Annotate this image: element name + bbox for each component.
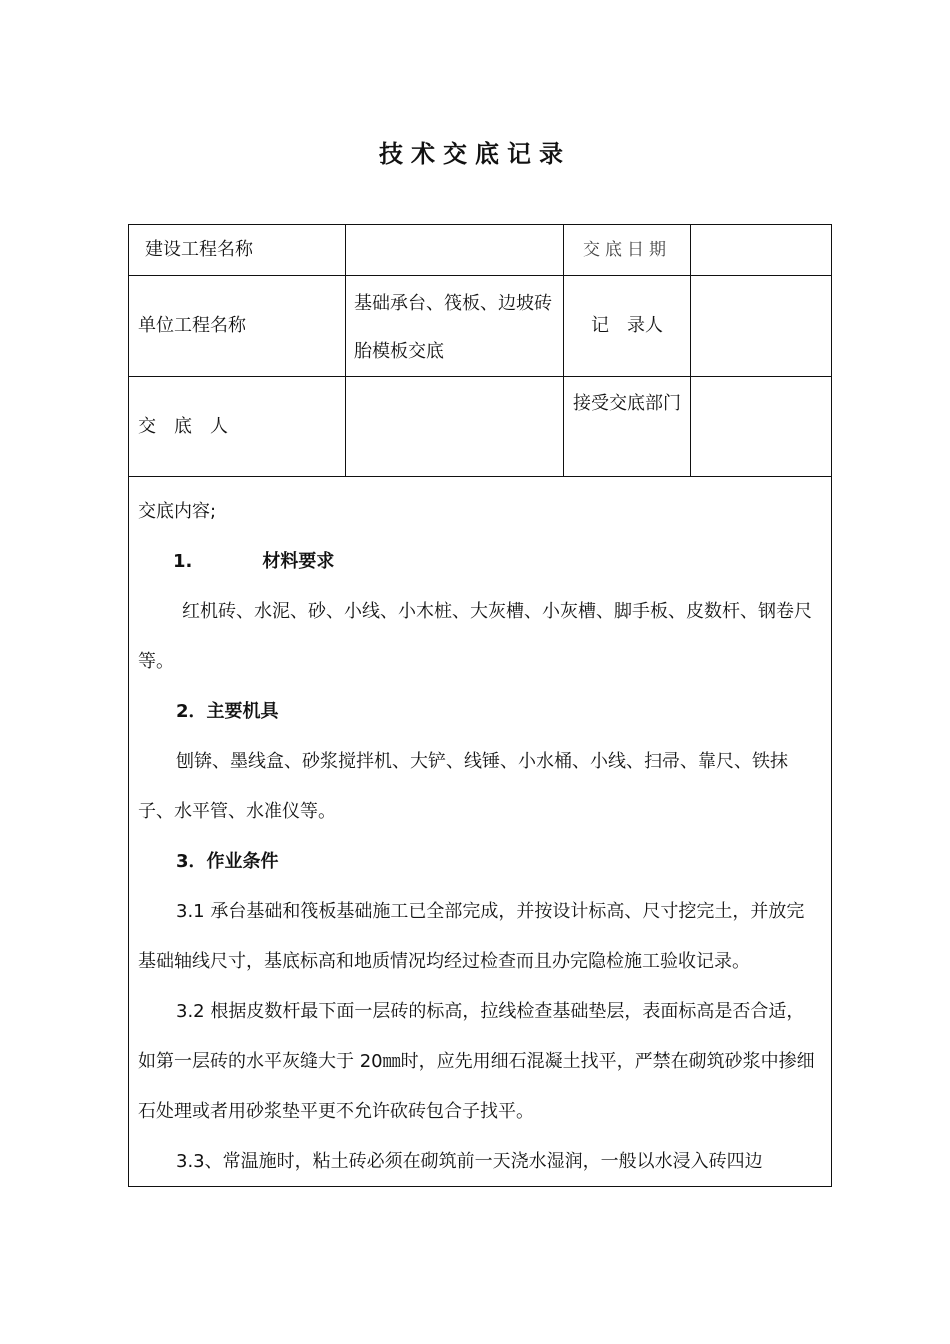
paragraph-3-1: 3.1 承台基础和筏板基础施工已全部完成，并按设计标高、尺寸挖完土，并放完基础轴线尺寸，基底标高和地质情况均经过检查而且办完隐检施工验收记录。 (138, 901, 805, 972)
section-2-heading: 2．主要机具 (176, 701, 279, 722)
paragraph-3-3: 3.3、常温施时，粘土砖必须在砌筑前一天浇水湿润，一般以水浸入砖四边 (176, 1151, 763, 1172)
handover-date-label: 交底日期 (583, 240, 671, 260)
row-divider (129, 275, 831, 276)
section-2-text: 刨锛、墨线盒、砂浆搅拌机、大铲、线锤、小水桶、小线、扫帚、靠尺、铁抹子、水平管、水准仪等。 (138, 751, 788, 822)
section-1-text: 红机砖、水泥、砂、小线、小木桩、大灰槽、小灰槽、脚手板、皮数杆、钢卷尺等。 (138, 601, 812, 672)
page-title: 技术交底记录 (379, 140, 571, 168)
unit-project-label: 单位工程名称 (138, 315, 246, 336)
section-1-number: 1. (173, 551, 193, 572)
receiving-dept-label: 接受交底部门 (573, 393, 681, 414)
row-divider (129, 376, 831, 377)
column-divider (345, 225, 346, 476)
presenter-label: 交 底 人 (138, 416, 228, 437)
content-heading: 交底内容; (138, 501, 217, 522)
project-name-label: 建设工程名称 (145, 239, 253, 260)
unit-project-value: 基础承台、筏板、边坡砖胎模板交底 (354, 293, 552, 362)
section-1-heading (138, 537, 822, 587)
handover-content (138, 487, 822, 1187)
paragraph-3-2: 3.2 根据皮数杆最下面一层砖的标高，拉线检查基础垫层，表面标高是否合适，如第一层砖的水平灰缝大于 20㎜时，应先用细石混凝土找平，严禁在砌筑砂浆中掺细石处理或者用砂浆垫平更不允许砍砖包合子找平。 (138, 1001, 815, 1122)
section-3-heading: 3．作业条件 (176, 851, 279, 872)
section-1-title: 材料要求 (262, 551, 335, 572)
recorder-label: 记 录人 (591, 315, 663, 336)
row-divider (129, 476, 831, 477)
record-table (128, 224, 832, 1187)
column-divider (690, 225, 691, 476)
